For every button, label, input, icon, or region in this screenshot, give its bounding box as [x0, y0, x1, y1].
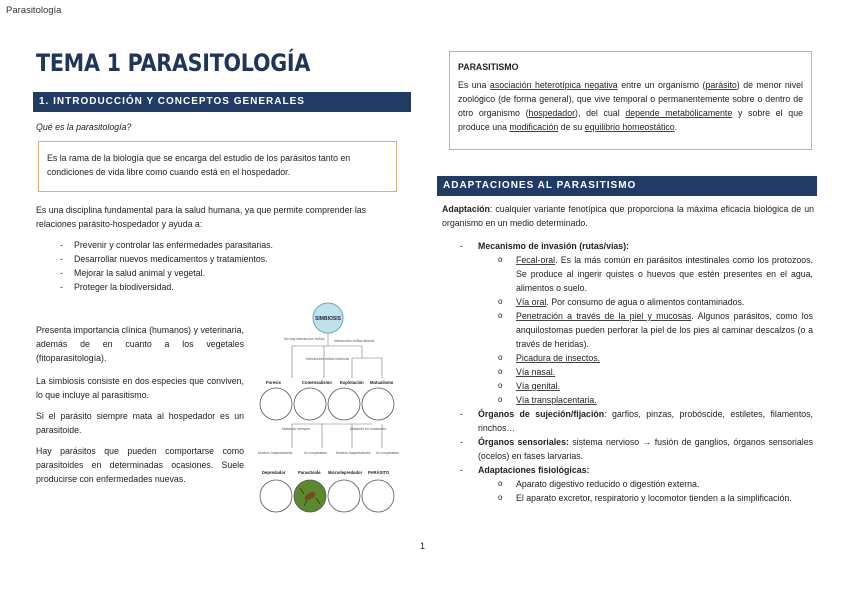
branch-left-label: No hay interacción trófica	[284, 337, 325, 341]
mid-right-label: Matando en ocasiones	[350, 427, 387, 431]
text-run: sistema nervioso → fusión de ganglios, órganos sensoriales (ocelos) en fases larvarias.	[478, 437, 813, 461]
list-item	[494, 253, 813, 295]
underlined-term: Penetración a través de la piel y mucosas	[516, 311, 692, 321]
underlined-term: parásito	[705, 80, 737, 90]
adaptations-list	[458, 239, 813, 505]
underlined-term: hospedador	[528, 108, 576, 118]
benefits-list	[60, 238, 390, 294]
text-run: de su	[558, 122, 585, 132]
diagram-circle	[260, 480, 292, 512]
level1-label: Foresis	[266, 380, 281, 385]
underlined-term: depende metabólicamente	[625, 108, 733, 118]
diagram-circle	[362, 388, 394, 420]
question-text: Qué es la parasitología?	[36, 122, 132, 132]
mid-left-label: Matando siempre	[282, 427, 310, 431]
list-item	[494, 393, 813, 407]
fisiologicas-sublist	[494, 477, 813, 505]
text-run: Es una	[458, 80, 490, 90]
section-heading-introduccion: 1. INTRODUCCIÓN Y CONCEPTOS GENERALES	[33, 92, 411, 112]
text-run: : garfios, pinzas, probóscide, estiletes, filamentos, rinchos…	[478, 409, 814, 433]
list-item: - Mejorar la salud animal y vegetal.	[60, 266, 390, 280]
page-number: 1	[420, 541, 426, 551]
host-label: Muchos hospedadores	[258, 451, 293, 455]
host-label: Muchos hospedadores	[336, 451, 371, 455]
diagram-circle	[328, 388, 360, 420]
level2-label: Depredador	[262, 470, 286, 475]
text-run: .	[674, 122, 678, 132]
text-run: entre un organismo (	[617, 80, 706, 90]
invasion-sublist	[494, 253, 813, 407]
sensoriales-label: Órganos sensoriales:	[478, 437, 569, 447]
new-diseases-paragraph: Hay parásitos que pueden comportarse como parasitoides en determinadas ocasiones. Suele producirse con enfermedades nuevas.	[36, 446, 244, 484]
parasitismo-title: PARASITISMO	[458, 62, 519, 72]
underlined-term: Fecal-oral	[516, 255, 556, 265]
list-item	[458, 435, 813, 463]
simbiosis-label: SIMBIOSIS	[315, 316, 341, 322]
list-item	[494, 295, 813, 309]
underlined-term: Vía transplacentaria.	[516, 395, 597, 405]
parasitismo-definition	[458, 78, 803, 134]
underlined-term: Vía genital.	[516, 381, 561, 391]
level2-label: PARÁSITO	[368, 470, 390, 475]
parasitismo-box	[449, 51, 812, 150]
list-item: o El aparato excretor, respiratorio y locomotor tienden a la simplificación.	[494, 491, 813, 505]
intro-paragraph: Es una disciplina fundamental para la salud humana, ya que permite comprender las relaciones parásito-hospedador y ayuda a:	[36, 205, 367, 229]
underlined-term: equilibrio homeostático	[584, 122, 675, 132]
definition-box	[38, 141, 397, 192]
text-run: ) de menor nivel zoológico (de forma general), que vive temporal o permanentemente sobre o dentro de otro organismo (	[458, 80, 803, 118]
adaptation-definition	[442, 202, 814, 230]
underlined-term: modificación	[509, 122, 559, 132]
definition-text: Es la rama de la biología que se encarga del estudio de los parásitos tanto en condiciones de vida libre como cuando está en el hospedador.	[47, 153, 351, 177]
diagram-circle	[260, 388, 292, 420]
level1-label: Explotación	[340, 380, 364, 385]
text-run: . Es la más común en parásitos intestinales como los protozoos. Se produce al ingerir quistes o huevos que estén presentes en el agua, alimentos o suelo.	[516, 255, 813, 293]
text-run: . Por consumo de agua o alimentos contaminados.	[546, 297, 745, 307]
symbiosis-diagram	[252, 298, 412, 520]
list-item	[458, 463, 813, 505]
list-item	[494, 351, 813, 365]
text-run: . Algunos parásitos, como los anquilostomas pueden perforar la piel de los pies al caminar descalzos (o a través de heridas).	[516, 311, 813, 349]
list-item	[494, 365, 813, 379]
text-run: ), del cual	[575, 108, 626, 118]
underlined-term: asociación heterotípica negativa	[489, 80, 618, 90]
underlined-term: Picadura de insectos.	[516, 353, 601, 363]
adaptation-text: : cualquier variante fenotípica que proporciona la máxima eficacia biológica de un organismo en un medio determinado.	[442, 204, 814, 228]
level2-label: Parasitoide	[298, 470, 321, 475]
underlined-term: Vía nasal.	[516, 367, 556, 377]
list-item	[458, 239, 813, 407]
underlined-term: Vía oral	[516, 297, 547, 307]
list-item: - Proteger la biodiversidad.	[60, 280, 390, 294]
sujecion-label: Órganos de sujeción/fijación	[478, 409, 605, 419]
adaptation-label: Adaptación	[442, 204, 490, 214]
fisiologicas-label: Adaptaciones fisiológicas:	[478, 465, 590, 475]
diagram-circle	[294, 388, 326, 420]
level1-label: Mutualismo	[370, 380, 394, 385]
clinical-importance-paragraph: Presenta importancia clínica (humanos) y veterinaria, además de en cuanto a los vegetales (fitoparasitología).	[36, 325, 244, 363]
list-item	[494, 379, 813, 393]
symbiosis-paragraph: La simbiosis consiste en dos especies que conviven, lo que incluye al parasitismo.	[36, 376, 244, 400]
level2-label: Microdepredador	[328, 470, 363, 475]
parasitoid-paragraph: Si el parásito siempre mata al hospedador es un parasitoide.	[36, 411, 244, 435]
host-label: Un hospedador	[304, 451, 328, 455]
diagram-circle	[362, 480, 394, 512]
section-heading-adaptaciones: ADAPTACIONES AL PARASITISMO	[437, 176, 817, 196]
invasion-label: Mecanismo de invasión (rutas/vías):	[478, 241, 630, 251]
branch-right-label: Interacción trófica directa	[334, 339, 375, 343]
list-item	[458, 407, 813, 435]
list-item: - Desarrollar nuevos medicamentos y tratamientos.	[60, 252, 390, 266]
list-item: - Prevenir y controlar las enfermedades parasitarias.	[60, 238, 390, 252]
text-run: y sobre el que produce una	[458, 108, 803, 132]
list-item	[494, 309, 813, 351]
page-title: TEMA 1 PARASITOLOGÍA	[36, 49, 311, 77]
host-label: Un hospedador	[376, 451, 400, 455]
diagram-circle	[328, 480, 360, 512]
list-item: o Aparato digestivo reducido o digestión externa.	[494, 477, 813, 491]
branch-mid-label: Interacción trófica indirecta	[306, 357, 349, 361]
running-header: Parasitología	[6, 5, 62, 16]
level1-label: Comensalismo	[302, 380, 332, 385]
